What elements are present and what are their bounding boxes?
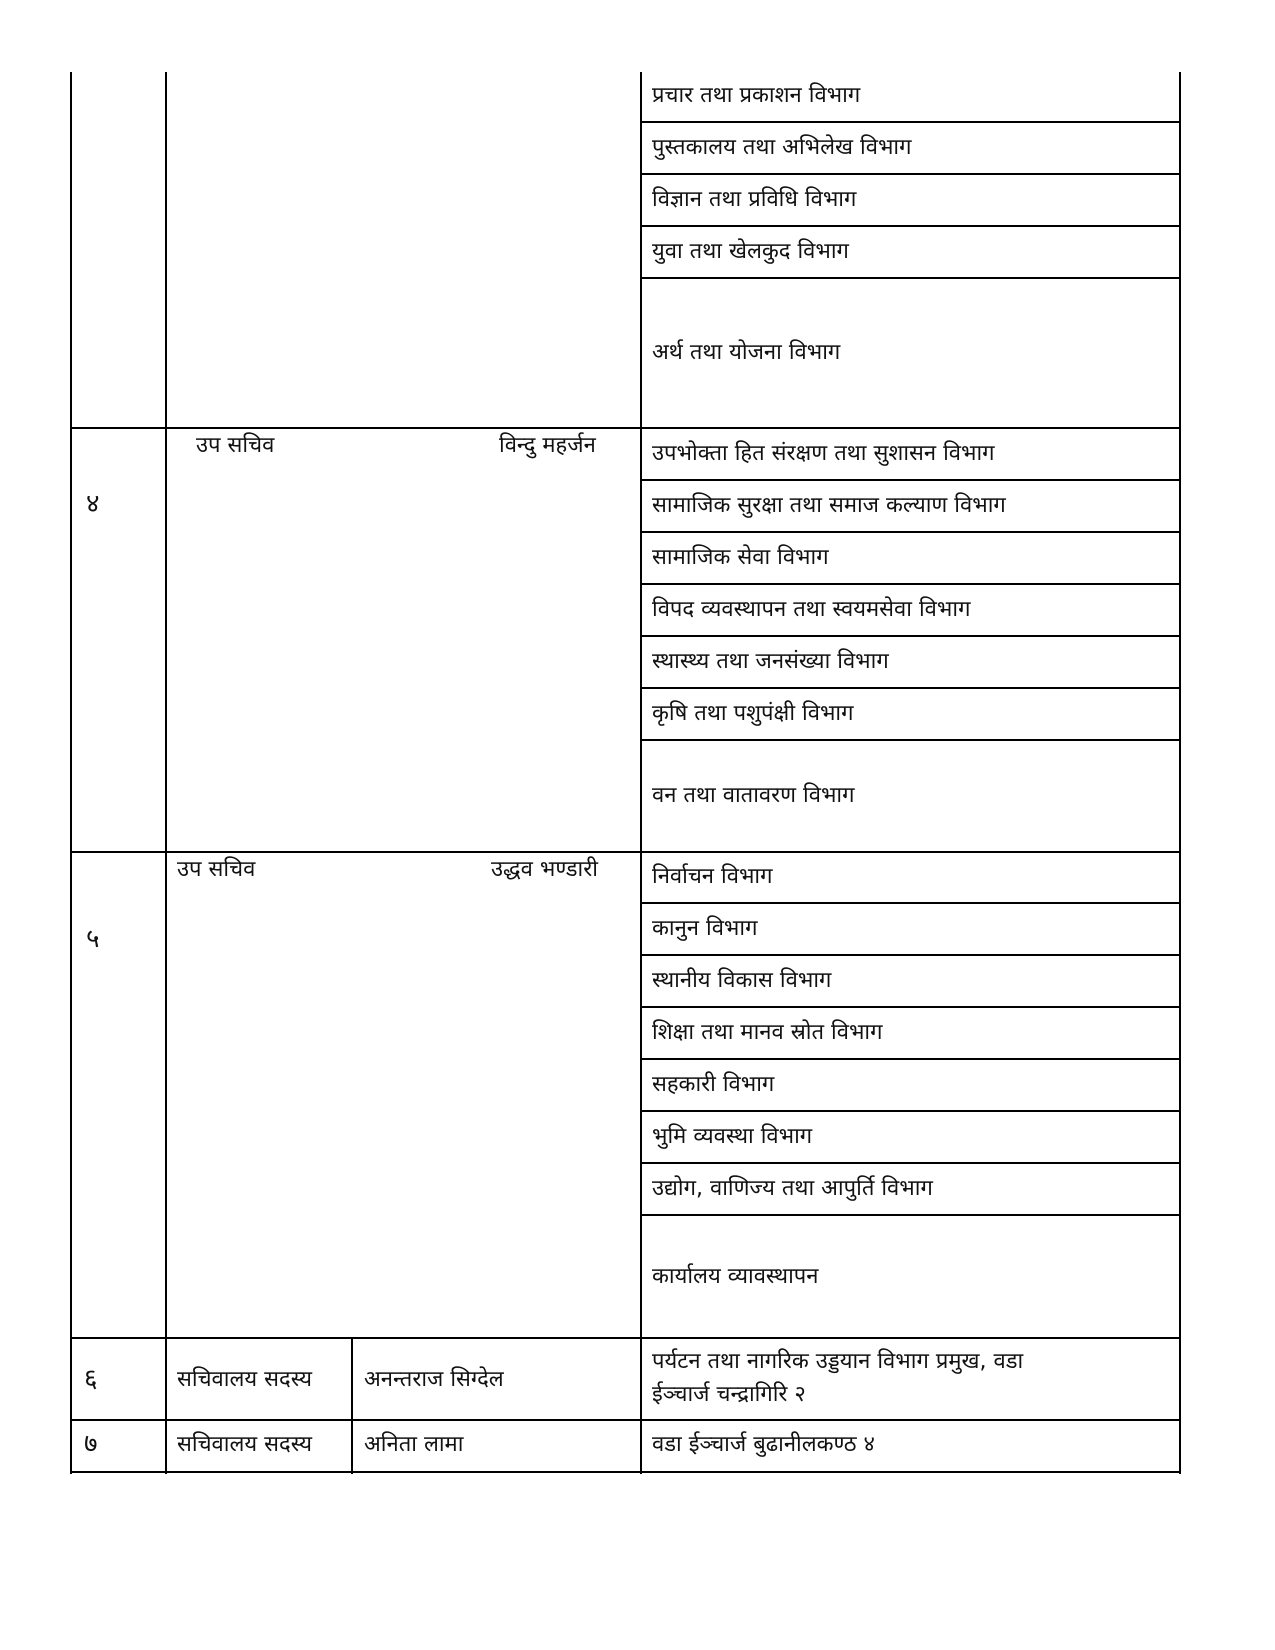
subrow-border — [640, 739, 1181, 741]
department-cell: स्थास्थ्य तथा जनसंख्या विभाग — [652, 649, 889, 674]
department-cell: उपभोक्ता हित संरक्षण तथा सुशासन विभाग — [652, 441, 995, 466]
row-border — [70, 1419, 1181, 1421]
column-divider-2 — [351, 1339, 353, 1474]
subrow-border — [640, 121, 1181, 123]
responsibility-line: पर्यटन तथा नागरिक उड्डयान विभाग प्रमुख, वडा — [652, 1349, 1024, 1374]
department-cell: स्थानीय विकास विभाग — [652, 968, 832, 993]
department-cell: वन तथा वातावरण विभाग — [652, 783, 855, 808]
subrow-border — [640, 277, 1181, 279]
table-border-right — [1179, 72, 1181, 1474]
row-number: ५ — [86, 924, 100, 954]
department-cell: निर्वाचन विभाग — [652, 864, 773, 889]
subrow-border — [640, 225, 1181, 227]
department-cell: कृषि तथा पशुपंक्षी विभाग — [652, 701, 854, 726]
department-cell: युवा तथा खेलकुद विभाग — [652, 239, 849, 264]
position-label: सचिवालय सदस्य — [177, 1367, 313, 1392]
person-name: उद्धव भण्डारी — [491, 857, 598, 882]
table-border-left — [70, 72, 72, 1474]
row-border — [70, 427, 1181, 429]
responsibility-line: वडा ईञ्चार्ज बुढानीलकण्ठ ४ — [652, 1432, 875, 1457]
department-cell: भुमि व्यवस्था विभाग — [652, 1124, 813, 1149]
subrow-border — [640, 479, 1181, 481]
department-cell: सामाजिक सुरक्षा तथा समाज कल्याण विभाग — [652, 493, 1006, 518]
subrow-border — [640, 1162, 1181, 1164]
department-cell: विज्ञान तथा प्रविधि विभाग — [652, 187, 857, 212]
department-cell: सहकारी विभाग — [652, 1072, 775, 1097]
column-divider-1 — [165, 72, 167, 1474]
table-border-bottom — [70, 1471, 1181, 1473]
position-label: सचिवालय सदस्य — [177, 1432, 313, 1457]
subrow-border — [640, 954, 1181, 956]
person-name: अनन्तराज सिग्देल — [364, 1367, 504, 1392]
person-name: अनिता लामा — [364, 1432, 464, 1457]
department-cell: प्रचार तथा प्रकाशन विभाग — [652, 83, 861, 108]
row-border — [70, 1337, 1181, 1339]
subrow-border — [640, 1214, 1181, 1216]
subrow-border — [640, 1110, 1181, 1112]
subrow-border — [640, 583, 1181, 585]
department-cell: विपद व्यवस्थापन तथा स्वयमसेवा विभाग — [652, 597, 971, 622]
column-divider-3 — [640, 72, 642, 1474]
subrow-border — [640, 687, 1181, 689]
department-cell: पुस्तकालय तथा अभिलेख विभाग — [652, 135, 912, 160]
responsibility-line: ईञ्चार्ज चन्द्रागिरि २ — [652, 1382, 806, 1407]
subrow-border — [640, 173, 1181, 175]
department-cell: कार्यालय व्यावस्थापन — [652, 1264, 819, 1289]
department-cell: सामाजिक सेवा विभाग — [652, 545, 829, 570]
subrow-border — [640, 1006, 1181, 1008]
subrow-border — [640, 902, 1181, 904]
row-border — [70, 851, 1181, 853]
department-cell: शिक्षा तथा मानव स्रोत विभाग — [652, 1020, 883, 1045]
subrow-border — [640, 635, 1181, 637]
department-cell: अर्थ तथा योजना विभाग — [652, 340, 841, 365]
subrow-border — [640, 531, 1181, 533]
person-name: विन्दु महर्जन — [499, 433, 596, 458]
subrow-border — [640, 1058, 1181, 1060]
position-label: उप सचिव — [196, 433, 275, 458]
row-number: ६ — [84, 1364, 98, 1394]
position-label: उप सचिव — [177, 857, 256, 882]
department-cell: कानुन विभाग — [652, 916, 758, 941]
department-cell: उद्योग, वाणिज्य तथा आपुर्ति विभाग — [652, 1176, 933, 1201]
row-number: ७ — [84, 1429, 98, 1459]
row-number: ४ — [86, 489, 100, 519]
